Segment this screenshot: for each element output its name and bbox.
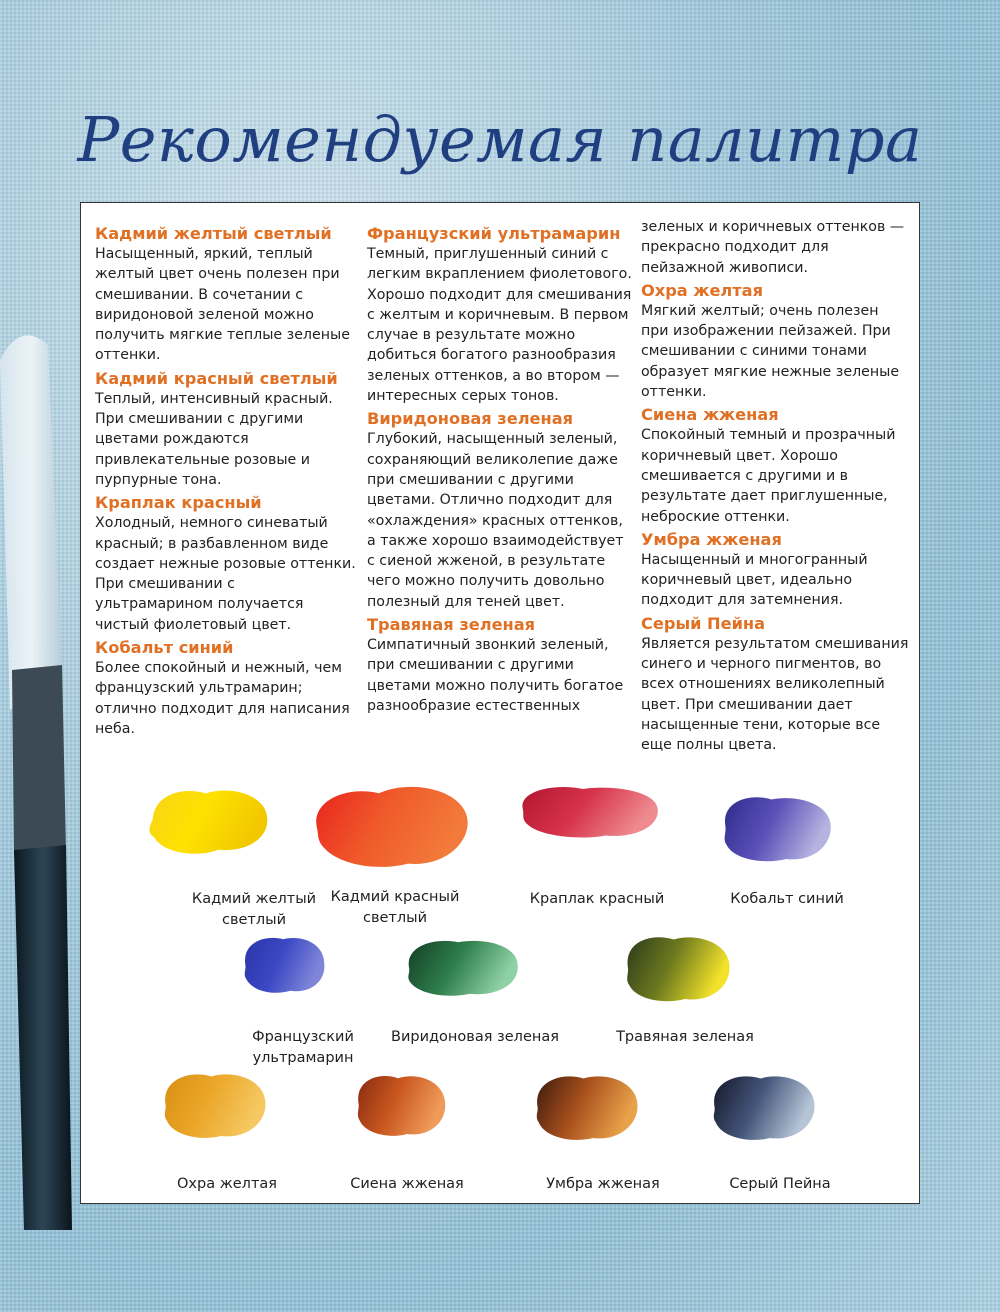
- paint-name: Краплак красный: [95, 493, 262, 513]
- paint-description: Насыщенный, яркий, теплый желтый цвет очень полезен при смешивании. В сочетании с виридоновой зеленой можно получить мягкие теплые зеленые оттенки.: [95, 246, 350, 364]
- paint-description: Темный, приглушенный синий с легким вкраплением фиолетового. Хорошо подходит для смешивания с желтым и коричневым. В первом случае в результате можно добиться богатого разнообразия зеленых оттенков, а во втором — интересных серых тонов.: [367, 246, 632, 405]
- viridian-swatch: [404, 936, 544, 1014]
- paint-description: Мягкий желтый; очень полезен при изображении пейзажей. При смешивании с синими тонами образует мягкие нежные зеленые оттенки.: [641, 302, 900, 401]
- paint-description: Является результатом смешивания синего и черного пигментов, во всех отношениях великолепный цвет. При смешивании дает насыщенные тени, которые все еще полны цвета.: [641, 635, 909, 754]
- crimson-caption: Краплак красный: [529, 891, 665, 907]
- paint-entry: [367, 408, 635, 612]
- cadmium-red-caption: Кадмий красный светлый: [330, 889, 460, 926]
- column-1: [95, 223, 357, 741]
- paint-description: Глубокий, насыщенный зеленый, сохраняющий великолепие даже при смешивании с другими цветами. Отлично подходит для «охлаждения» красных оттенков, а также хорошо взаимодействует с сиеной жженой, в результате чего можно получить довольно полезный для теней цвет.: [367, 431, 624, 610]
- paint-description: Насыщенный и многогранный коричневый цвет, идеально подходит для затемнения.: [641, 551, 868, 609]
- paint-name: Травяная зеленая: [367, 615, 536, 635]
- paint-entry: [641, 613, 909, 756]
- crimson-swatch: [519, 783, 674, 858]
- sap-green-caption: Травяная зеленая: [616, 1029, 754, 1045]
- paint-name: Серый Пейна: [641, 613, 766, 633]
- burnt-umber-caption: Умбра жженая: [546, 1176, 660, 1192]
- column-2: [367, 223, 635, 718]
- cobalt-blue-caption: Кобальт синий: [730, 891, 844, 907]
- paint-name: Виридоновая зеленая: [367, 409, 574, 429]
- burnt-sienna-caption: Сиена жженая: [350, 1176, 464, 1192]
- paint-description: зеленых и коричневых оттенков — прекрасно подходит для пейзажной живописи.: [641, 219, 905, 276]
- paint-name: Кадмий красный светлый: [95, 368, 338, 388]
- cobalt-blue-swatch: [717, 791, 857, 876]
- paint-entry-continued: [641, 217, 909, 278]
- burnt-sienna-swatch: [354, 1070, 479, 1152]
- paint-entry: [641, 280, 909, 402]
- paint-name: Кобальт синий: [95, 638, 234, 658]
- paynes-grey-swatch: [708, 1070, 843, 1155]
- burnt-umber-swatch: [531, 1070, 666, 1155]
- paintbrush-illustration: [0, 150, 90, 1230]
- paint-description: Спокойный темный и прозрачный коричневый цвет. Хорошо смешивается с другими и в результате дает приглушенные, неброские оттенки.: [641, 427, 896, 525]
- cadmium-red-swatch: [311, 780, 476, 875]
- page-title: Рекомендуемая палитра: [77, 103, 923, 176]
- paint-entry: [367, 223, 635, 406]
- paint-name: Умбра жженая: [641, 529, 782, 549]
- paint-description: Более спокойный и нежный, чем французский ультрамарин; отлично подходит для написания неба.: [95, 660, 350, 737]
- paint-name: Охра желтая: [641, 280, 763, 300]
- paint-name: Французский ультрамарин: [367, 224, 621, 243]
- paint-entry: [95, 637, 357, 739]
- paint-entry: [95, 492, 357, 635]
- palette-panel: [80, 202, 920, 1204]
- paint-description: Холодный, немного синеватый красный; в разбавленном виде создает нежные розовые оттенки. При смешивании с ультрамарином получается чистый фиолетовый цвет.: [95, 515, 356, 633]
- sap-green-swatch: [623, 931, 758, 1016]
- ultramarine-swatch: [241, 933, 361, 1011]
- yellow-ochre-caption: Охра желтая: [177, 1176, 277, 1192]
- viridian-caption: Виридоновая зеленая: [391, 1029, 559, 1045]
- paint-name: Кадмий желтый светлый: [95, 224, 332, 243]
- paint-description: Теплый, интенсивный красный. При смешивании с другими цветами рождаются привлекательные розовые и пурпурные тона.: [95, 390, 333, 488]
- cadmium-yellow-caption: Кадмий желтый светлый: [191, 891, 317, 928]
- yellow-ochre-swatch: [159, 1068, 294, 1153]
- paint-entry: [95, 368, 357, 490]
- paint-entry: [641, 529, 909, 611]
- ultramarine-caption: Французский ультрамарин: [252, 1029, 354, 1066]
- paynes-grey-caption: Серый Пейна: [729, 1176, 831, 1192]
- paint-entry: [95, 223, 357, 366]
- cadmium-yellow-swatch: [146, 785, 291, 870]
- paint-entry: [367, 614, 635, 716]
- paint-description: Симпатичный звонкий зеленый, при смешивании с другими цветами можно получить богатое разнообразие естественных: [367, 637, 624, 714]
- paint-name: Сиена жженая: [641, 405, 779, 425]
- paint-entry: [641, 404, 909, 526]
